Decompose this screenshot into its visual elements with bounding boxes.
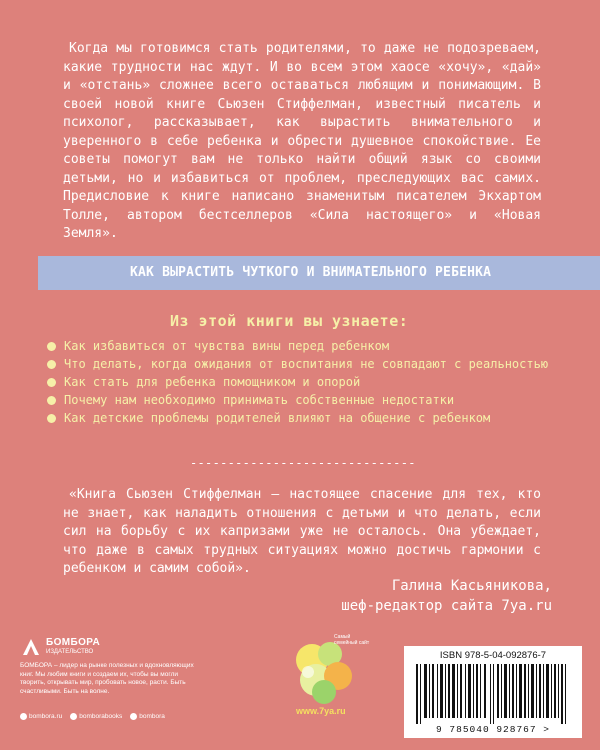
bullet-icon (47, 414, 56, 423)
globe-icon (20, 713, 27, 720)
quote-author-role: шеф-редактор сайта 7ya.ru (341, 598, 552, 614)
learn-heading: Из этой книги вы узнаете: (170, 312, 409, 330)
social-icon (70, 713, 77, 720)
social-site[interactable]: bombora.ru (20, 713, 62, 720)
publisher-name: БОМБОРА (46, 637, 101, 648)
bullet-icon (47, 360, 56, 369)
isbn-barcode (404, 646, 582, 738)
list-item: Что делать, когда ожидания от воспитания не совпадают с реальностью (44, 357, 564, 372)
publisher-sub: ИЗДАТЕЛЬСТВО (46, 649, 94, 655)
social-main[interactable]: bombora (130, 713, 165, 720)
quote-author: Галина Касьяникова, (391, 578, 552, 594)
bombora-logo-icon (20, 636, 42, 658)
list-item: Как детские проблемы родителей влияют на общение с ребенком (44, 411, 564, 426)
isbn-label: ISBN 978-5-04-092876-7 (439, 650, 547, 661)
partner-url[interactable]: www.7ya.ru (296, 706, 346, 716)
review-quote: «Книга Сьюзен Стиффелман — настоящее спасение для тех, кто не знает, как наладить отношения с детьми и что делать, если сил на борьбу с их капризами уже не осталось. Она убеждает, что даже в самых трудных ситуациях можно достичь гармонии с ребенком и самим собой». (63, 487, 541, 576)
publisher-socials (20, 713, 165, 720)
list-item: Почему нам необходимо принимать собственные недостатки (44, 393, 564, 408)
social-icon (130, 713, 137, 720)
partner-tagline: Самый семейный сайт (334, 634, 370, 646)
bullet-icon (47, 396, 56, 405)
bullet-icon (47, 342, 56, 351)
banner-title: КАК ВЫРАСТИТЬ ЧУТКОГО И ВНИМАТЕЛЬНОГО РЕБЕНКА (130, 265, 492, 280)
barcode-digits: 9 785040 928767 > (436, 724, 550, 735)
book-description: Когда мы готовимся стать родителями, то даже не подозреваем, какие трудности нас ждут. И во всем этом хаосе «хочу», «дай» и «отстань» сложнее всего оставаться любящим и понимающим. В своей новой книге Сьюзен Стиффелман, известный писатель и психолог, рассказывает, как вырастить внимательного и уверенного в себе ребенка и обрести душевное спокойствие. Ее советы помогут вам не только найти общий язык со своими детьми, но и избавиться от проблем, преследующих вас самих. Предисловие к книге написано знаменитым писателем Экхартом Толле, автором бестселлеров «Сила настоящего» и «Новая Земля». (63, 41, 541, 241)
bullet-icon (47, 378, 56, 387)
quote-attribution (341, 576, 552, 616)
dashed-divider: ------------------------------ (190, 456, 416, 470)
learn-list (44, 339, 564, 429)
barcode-icon (416, 664, 570, 724)
social-books[interactable]: bomborabooks (70, 713, 122, 720)
publisher-tagline: БОМБОРА – лидер на рынке полезных и вдохновляющих книг. Мы любим книги и создаем их, чтобы вы могли творить, открывать мир, пробовать новое, расти. Быть счастливыми. Быть на волне. (20, 662, 194, 695)
list-item: Как избавиться от чувства вины перед ребенком (44, 339, 564, 354)
subtitle-banner (38, 256, 600, 290)
list-item: Как стать для ребенка помощником и опорой (44, 375, 564, 390)
